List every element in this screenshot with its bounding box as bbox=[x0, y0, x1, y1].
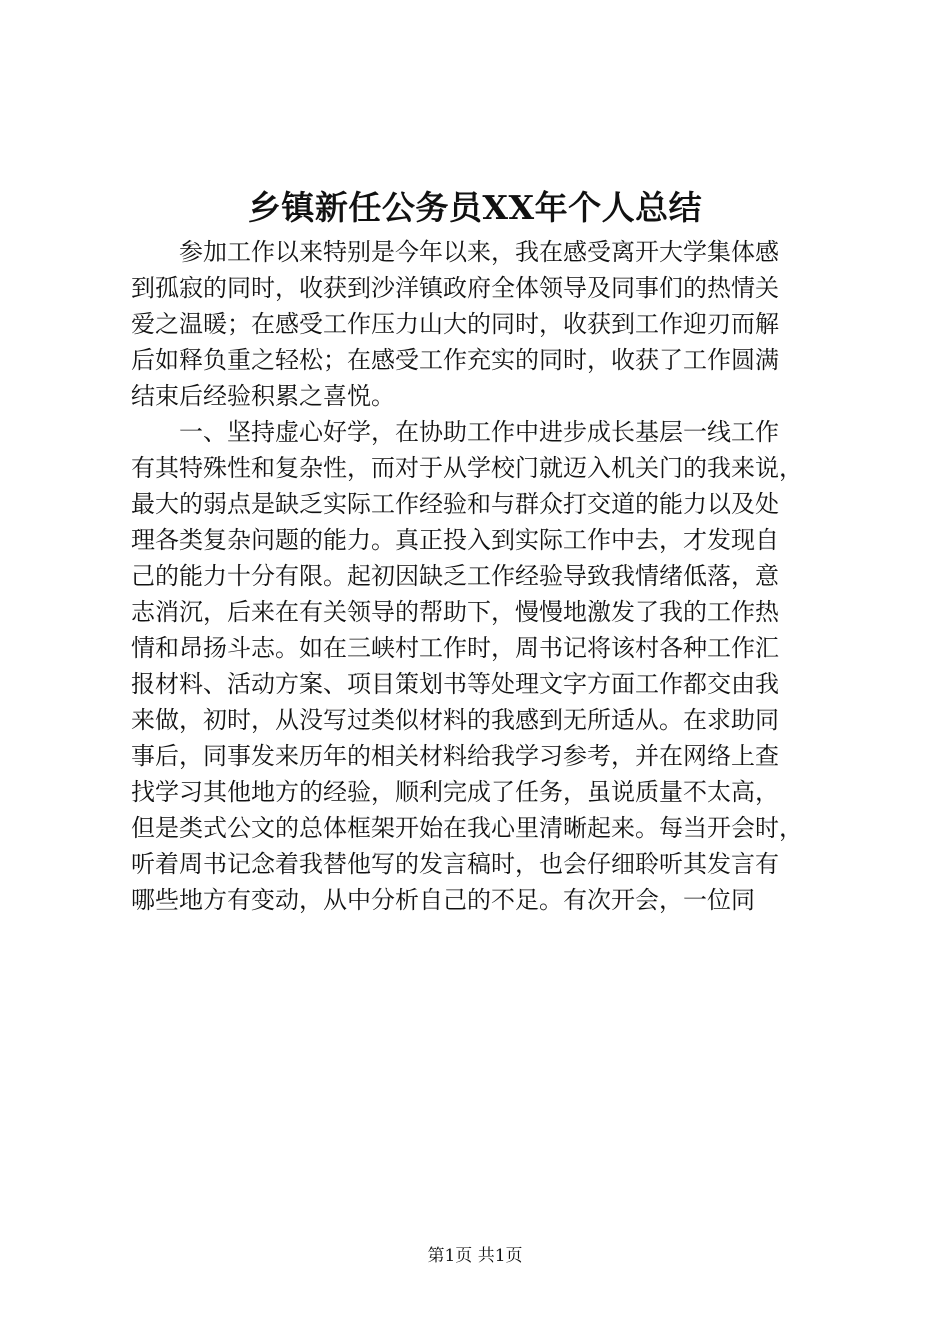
paragraph-line: 听着周书记念着我替他写的发言稿时，也会仔细聆听其发言有 bbox=[131, 850, 779, 878]
paragraph-line: 哪些地方有变动，从中分析自己的不足。有次开会，一位同 bbox=[131, 886, 755, 914]
paragraph-line: 情和昂扬斗志。如在三峡村工作时，周书记将该村各种工作汇 bbox=[131, 634, 779, 662]
paragraph-line: 一、坚持虚心好学，在协助工作中进步成长基层一线工作 bbox=[179, 418, 779, 446]
paragraph-line: 报材料、活动方案、项目策划书等处理文字方面工作都交由我 bbox=[131, 670, 779, 698]
paragraph-line: 理各类复杂问题的能力。真正投入到实际工作中去，才发现自 bbox=[131, 526, 779, 554]
paragraph-line: 来做，初时，从没写过类似材料的我感到无所适从。在求助同 bbox=[131, 706, 779, 734]
paragraph-line: 找学习其他地方的经验，顺利完成了任务，虽说质量不太高， bbox=[131, 778, 779, 806]
paragraph-line: 但是类式公文的总体框架开始在我心里清晰起来。每当开会时， bbox=[131, 814, 803, 842]
paragraph-line: 结束后经验积累之喜悦。 bbox=[131, 382, 395, 410]
paragraph-line: 后如释负重之轻松；在感受工作充实的同时，收获了工作圆满 bbox=[131, 346, 779, 374]
paragraph-line: 事后，同事发来历年的相关材料给我学习参考，并在网络上查 bbox=[131, 742, 779, 770]
page-footer: 第1页 共1页 bbox=[427, 1246, 523, 1266]
paragraph-line: 爱之温暖；在感受工作压力山大的同时，收获到工作迎刃而解 bbox=[131, 310, 779, 338]
paragraph-line: 己的能力十分有限。起初因缺乏工作经验导致我情绪低落，意 bbox=[131, 562, 779, 590]
paragraph-line: 志消沉，后来在有关领导的帮助下，慢慢地激发了我的工作热 bbox=[131, 598, 779, 626]
paragraph-line: 最大的弱点是缺乏实际工作经验和与群众打交道的能力以及处 bbox=[131, 490, 779, 518]
paragraph-line: 参加工作以来特别是今年以来，我在感受离开大学集体感 bbox=[179, 238, 779, 266]
document-title: 乡镇新任公务员XX年个人总结 bbox=[247, 188, 703, 227]
document-body bbox=[131, 234, 831, 918]
paragraph-line: 有其特殊性和复杂性，而对于从学校门就迈入机关门的我来说， bbox=[131, 454, 803, 482]
paragraph-line: 到孤寂的同时，收获到沙洋镇政府全体领导及同事们的热情关 bbox=[131, 274, 779, 302]
